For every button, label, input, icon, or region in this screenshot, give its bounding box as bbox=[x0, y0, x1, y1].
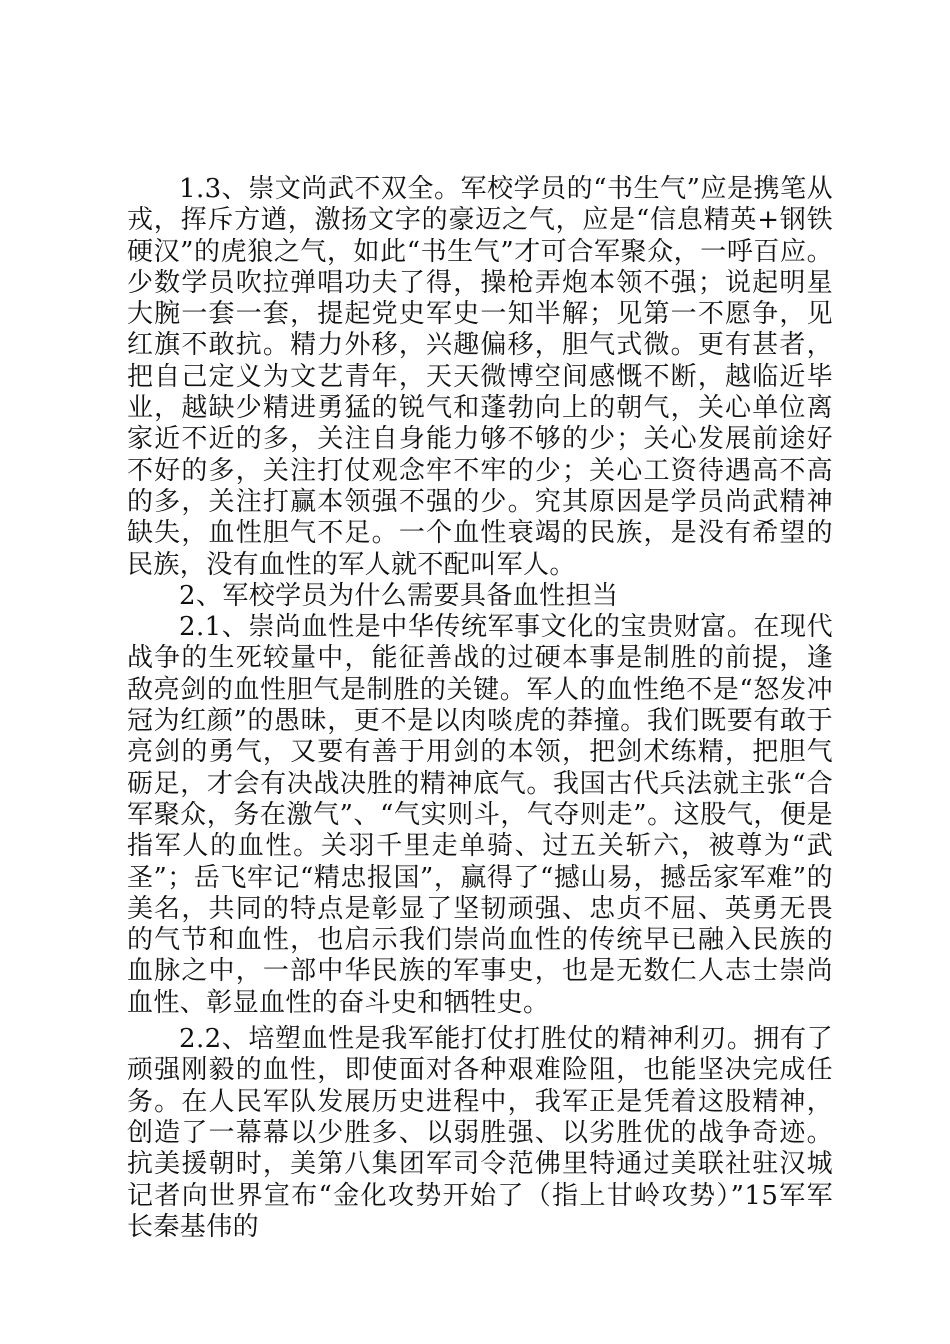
document-page bbox=[127, 174, 833, 1243]
paragraph-2-1: 2.1、崇尚血性是中华传统军事文化的宝贵财富。在现代战争的生死较量中，能征善战的过硬本事是制胜的前提，逢敌亮剑的血性胆气是制胜的关键。军人的血性绝不是“怒发冲冠为红颜”的愚昧，更不是以肉啖虎的莽撞。我们既要有敢于亮剑的勇气，又要有善于用剑的本领，把剑术练精，把胆气砺足，才会有决战决胜的精神底气。我国古代兵法就主张“合军聚众，务在激气”、“气实则斗，气夺则走”。这股气，便是指军人的血性。关羽千里走单骑、过五关斩六，被尊为“武圣”；岳飞牢记“精忠报国”，赢得了“撼山易，撼岳家军难”的美名，共同的特点是彰显了坚韧顽强、忠贞不屈、英勇无畏的气节和血性，也启示我们崇尚血性的传统早已融入民族的血脉之中，一部中华民族的军事史，也是无数仁人志士崇尚血性、彰显血性的奋斗史和牺牲史。 bbox=[127, 612, 833, 1018]
paragraph-1-3: 1.3、崇文尚武不双全。军校学员的“书生气”应是携笔从戎，挥斥方遒，激扬文字的豪迈之气，应是“信息精英+钢铁硬汉”的虎狼之气，如此“书生气”才可合军聚众，一呼百应。少数学员吹拉弹唱功夫了得，操枪弄炮本领不强；说起明星大腕一套一套，提起党史军史一知半解；见第一不愿争，见红旗不敢抗。精力外移，兴趣偏移，胆气式微。更有甚者，把自己定义为文艺青年，天天微博空间感慨不断，越临近毕业，越缺少精进勇猛的锐气和蓬勃向上的朝气，关心单位离家近不近的多，关注自身能力够不够的少；关心发展前途好不好的多，关注打仗观念牢不牢的少；关心工资待遇高不高的多，关注打赢本领强不强的少。究其原因是学员尚武精神缺失，血性胆气不足。一个血性衰竭的民族，是没有希望的民族，没有血性的军人就不配叫军人。 bbox=[127, 174, 833, 580]
paragraph-2-2: 2.2、培塑血性是我军能打仗打胜仗的精神利刃。拥有了顽强刚毅的血性，即使面对各种艰难险阻，也能坚决完成任务。在人民军队发展历史进程中，我军正是凭着这股精神，创造了一幕幕以少胜多、以弱胜强、以劣胜优的战争奇迹。抗美援朝时，美第八集团军司令范佛里特通过美联社驻汉城记者向世界宣布“金化攻势开始了（指上甘岭攻势）”15军军长秦基伟的 bbox=[127, 1024, 833, 1242]
section-heading-2: 2、军校学员为什么需要具备血性担当 bbox=[179, 580, 619, 611]
